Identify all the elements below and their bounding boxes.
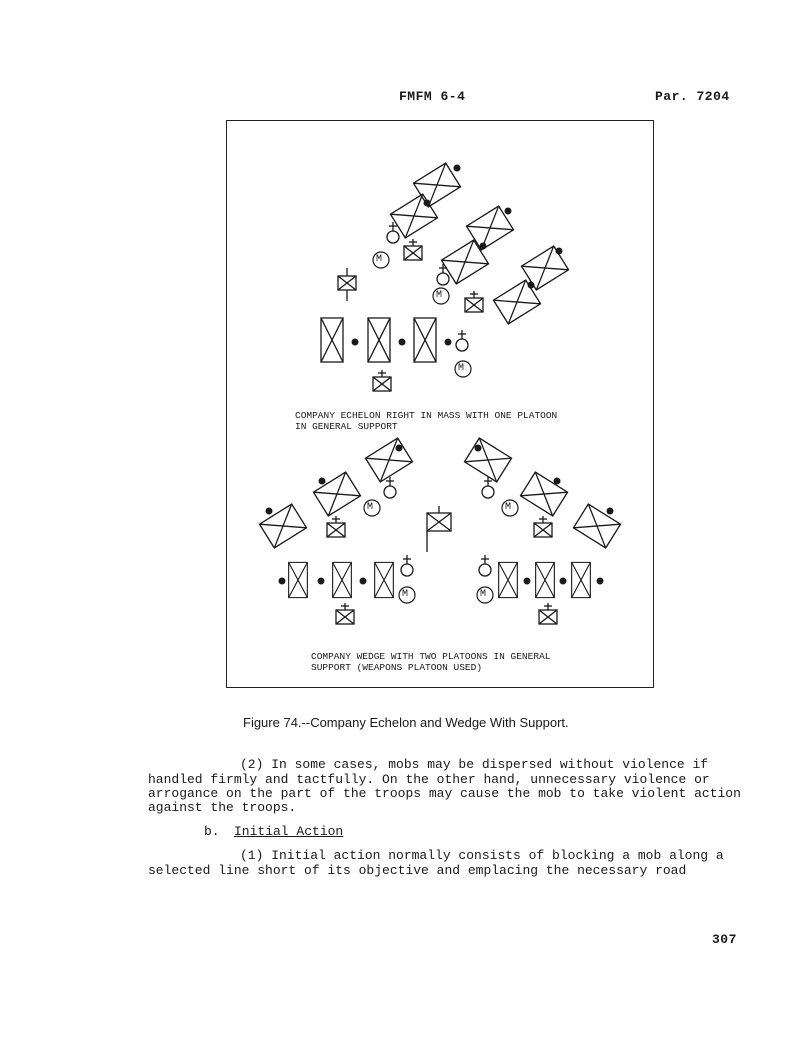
figure-caption-wedge-line2: SUPPORT (WEAPONS PLATOON USED): [311, 662, 483, 673]
section-b-title: Initial Action: [234, 824, 344, 839]
figure-title: Figure 74.--Company Echelon and Wedge With Support.: [243, 715, 569, 730]
paragraph-2-line2: handled firmly and tactfully. On the other hand, unnecessary violence or: [148, 772, 710, 787]
paragraph-2-line1: (2) In some cases, mobs may be dispersed without violence if: [240, 757, 709, 772]
mortar-label: M: [402, 589, 409, 600]
mortar-label: M: [480, 589, 487, 600]
page-number: 307: [712, 932, 737, 947]
figure-caption-echelon-line2: IN GENERAL SUPPORT: [295, 421, 398, 432]
paragraph-2-line4: against the troops.: [148, 800, 297, 815]
paragraph-2-line3: arrogance on the part of the troops may cause the mob to take violent action: [148, 786, 741, 801]
figure-caption-wedge-line1: COMPANY WEDGE WITH TWO PLATOONS IN GENERAL: [311, 651, 551, 662]
paragraph-reference: Par. 7204: [655, 89, 730, 104]
figure-caption-echelon-line1: COMPANY ECHELON RIGHT IN MASS WITH ONE PLATOON: [295, 410, 558, 421]
mortar-label: M: [436, 290, 443, 301]
section-b-label: b.: [204, 824, 220, 839]
mortar-label: M: [505, 502, 512, 513]
mortar-label: M: [367, 502, 374, 513]
mortar-label: M: [458, 363, 465, 374]
mortar-label: M: [376, 254, 383, 265]
paragraph-b1-line1: (1) Initial action normally consists of blocking a mob along a: [240, 848, 724, 863]
paragraph-b1-line2: selected line short of its objective and emplacing the necessary road: [148, 863, 687, 878]
document-id: FMFM 6-4: [399, 89, 466, 104]
